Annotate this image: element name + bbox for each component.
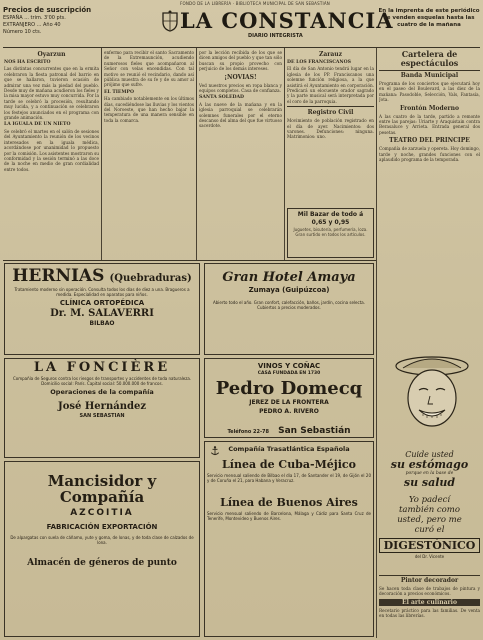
cartelera-title: Cartelera de espectáculos: [379, 50, 480, 71]
digestonico-line6: también como: [399, 505, 460, 515]
cartelera-body: A las cuatro de la tarde, partido a remonte entre las parejas: Uriarte y Araquistain contra Berasaluce y Arrieta. Entrada general dos pesetas.: [379, 113, 480, 135]
trasatlantica-line1: Línea de Cuba-Méjico: [222, 457, 356, 471]
notice-heading: Pintor decorador: [379, 575, 480, 584]
hernias-clinic: CLÍNICA ORTOPÉDICA: [59, 299, 145, 307]
column-divider: [101, 48, 102, 260]
article-heading: Zarauz: [318, 51, 343, 58]
notice-line: cuatro de la mañana: [397, 22, 461, 28]
coat-of-arms-icon: [160, 10, 180, 32]
domecq-phone: Teléfono 22-78: [227, 428, 270, 435]
hotel-amaya-ad: [204, 263, 374, 355]
registro-body: Movimiento de población registrado en el día de ayer. Nacimientos: dos varones. Defunciones: ninguna. Matrimonios: uno.: [287, 118, 374, 140]
trasatlantica-body2: Servicio mensual saliendo de Barcelona, Málaga y Cádiz para Santa Cruz de Tenerife, Montevideo y Buenos Aires.: [207, 510, 371, 521]
domecq-heading: VINOS Y COÑAC: [257, 362, 321, 370]
article-subheading: NOS HA ESCRITO: [4, 60, 51, 65]
domecq-agent: PEDRO A. RIVERO: [259, 407, 319, 415]
hernias-paren: (Quebraduras): [109, 273, 192, 284]
masthead: [160, 8, 394, 40]
cartelera-section: Frontón Moderno: [399, 104, 460, 112]
article-oyarzun: [4, 50, 99, 260]
digestonico-line4: su salud: [403, 476, 456, 489]
notice-body: Se hacen toda clase de trabajos de pintura y decoración a precios económicos.: [379, 586, 480, 597]
article-heading: Oyarzun: [37, 51, 66, 58]
article-column-2: [104, 50, 194, 260]
mancisidor-sub: FABRICACIÓN EXPORTACIÓN: [46, 523, 158, 531]
article-body: A las nueve de la mañana y en la iglesia parroquial se celebrarán solemnes funerales por el eterno descanso del alma del que fue virtuoso sacerdote.: [199, 101, 282, 129]
article-subheading: LA IGUALA DE UN NIETO: [4, 122, 71, 128]
article-body: Las distintas concurrentes que en la ermita celebraron la fiesta patronal del barrio en que se hallaron, tuvieron ocasión de admirar una vez más la piedad del pueblo. Desde muy de mañana acudieron los fieles y la misa mayor estuvo muy concurrida. Por la tarde se celebró la procesión, resultando muy lucida, y a continuación se celebraron los festejos anunciados en el programa con grande animación.: [4, 66, 99, 121]
hernias-title: HERNIAS: [12, 266, 105, 286]
notice-line: En la imprenta de este periódico: [378, 8, 480, 14]
notice-heading: El arte culinario: [379, 599, 480, 606]
hernias-doctor: Dr. M. SALAVERRI: [50, 308, 154, 319]
column-divider: [196, 48, 197, 260]
cartelera-section: TEATRO DEL PRINCIPE: [389, 137, 470, 145]
cartelera-espectaculos: [379, 50, 480, 350]
fonciere-ad: [4, 358, 200, 458]
mancisidor-footer: Almacén de géneros de punto: [27, 558, 177, 568]
subscription-line: ESPAÑA ... trim. 3'00 pts.: [3, 15, 66, 21]
article-subheading: EL TIEMPO: [104, 89, 134, 95]
trasatlantica-ad: [204, 441, 374, 637]
column-divider: [284, 48, 285, 260]
domecq-city2: San Sebastián: [278, 425, 351, 436]
article-body: Ha cambiado notablemente en los últimos días, sucediéndose las lluvias y los vientos del Noroeste, que han hecho bajar la temperatura de una manera sensible en toda la comarca.: [104, 96, 194, 123]
hernias-body: Tratamiento moderno sin operación. Consulta todos los días de diez a una. Bragueros a medida. Especialidad en aparatos para niños.: [14, 287, 190, 297]
printing-notice: [378, 8, 480, 36]
notice-body: Ved nuestros precios en ropa blanca y equipos completos. Casa de confianza.: [199, 82, 282, 94]
domecq-ad: [204, 358, 374, 438]
notice-body: Recetario práctico para las familias. De venta en todas las librerías.: [379, 607, 480, 619]
digestonico-line2: su estómago: [390, 458, 469, 471]
subscription-line: EXTRANJERO ... Año 40: [3, 22, 61, 28]
domecq-city: JEREZ DE LA FRONTERA: [249, 398, 329, 406]
hotel-body: Abierto todo el año. Gran confort, calefacción, baños, jardín, cocina selecta. Cubiertos a precios moderados.: [212, 300, 365, 310]
cartelera-section: Banda Municipal: [400, 72, 459, 79]
right-bottom-notices: [379, 574, 480, 638]
library-credit: FONDO DE LA LIBRERÍA · BIBLIOTECA MUNICIPAL DE SAN SEBASTIÁN: [180, 1, 330, 6]
domecq-founded: CASA FUNDADA EN 1730: [257, 371, 321, 376]
article-subheading: SANTA SOLEDAD: [199, 95, 244, 101]
digestonico-line8: curó el: [414, 525, 445, 535]
anchor-icon: [210, 446, 220, 456]
domecq-brand: Pedro Domecq: [215, 377, 363, 399]
article-body: El día de San Antonio tendrá lugar en la iglesia de los PP. Franciscanos una solemne función religiosa, a la que asistirá el Ayuntamiento en corporación. Predicará un elocuente orador sagrado y la parte musical será interpretada por el coro de la parroquia.: [287, 66, 374, 104]
bazar-title: Mil Bazar de todo á 0,65 y 0,95: [297, 211, 364, 226]
smiling-man-illustration: [391, 354, 473, 432]
subscription-prices: [3, 6, 128, 48]
mancisidor-city: AZCOITIA: [70, 508, 134, 518]
hotel-subtitle: Zumaya (Guipúzcoa): [248, 286, 330, 294]
subscription-line: Número 10 cts.: [3, 29, 42, 35]
hernias-ad: [4, 263, 200, 355]
fonciere-body: Compañía de Seguros contra los riesgos de transportes y accidentes de toda naturaleza. Domicilio social: París. Capital social: 50.000.000 de francos.: [12, 376, 192, 386]
trasatlantica-line2: Línea de Buenos Aires: [220, 495, 358, 509]
article-body: Se celebró el martes en el salón de sesiones del Ayuntamiento la reunión de los vecinos interesados en la iguala médica, acordándose por unanimidad lo propuesto por la comisión. Los asistentes mostraron su conformidad y la sesión terminó a las doce de la noche en medio de gran cordialidad entre todos.: [4, 128, 99, 172]
digestonico-line5: Yo padecí: [408, 495, 451, 505]
article-body: por la lección recibida de los que se dicen amigos del pueblo y que tan sólo buscan su propio provecho con perjuicio de los demás intereses.: [199, 50, 282, 72]
bazar-body: Juguetes, bisutería, perfumería, loza. Gran surtido en todos los artículos.: [293, 227, 368, 237]
digestonico-line1: Cuide usted: [405, 450, 454, 459]
digestonico-brand: DIGESTÓNICO: [379, 538, 480, 553]
notice-line: se venden esquelas hasta las: [383, 15, 475, 21]
hotel-title: Gran Hotel Amaya: [222, 270, 356, 285]
fonciere-agent: José Hernández: [57, 400, 146, 412]
digestonico-line7: usted, pero me: [397, 515, 462, 525]
mancisidor-title: Mancisidor y Compañía: [47, 472, 157, 506]
subscription-title: Precios de suscripción: [3, 6, 92, 14]
article-subheading: DE LOS FRANCISCANOS: [287, 60, 351, 65]
digestonico-brand-sub: del Dr. Vicente: [414, 554, 445, 559]
ads-divider: [3, 260, 376, 261]
cartelera-body: Compañía de zarzuela y opereta. Hoy domingo, tarde y noche, grandes funciones con el aplaudido programa de la temporada.: [379, 146, 480, 163]
registro-heading: Registro Civil: [287, 106, 374, 116]
digestonico-line3: porque en la base de: [405, 471, 454, 476]
fonciere-title: LA FONCIÈRE: [33, 360, 171, 375]
article-column-3: [199, 50, 282, 260]
cartelera-body: Programa de los conciertos que ejecutará hoy en el paseo del Boulevard, a las diez de la mañana: Pasodoble, Selección, Vals, Fantasía, Jota.: [379, 81, 480, 103]
bazar-ad: [287, 208, 374, 258]
article-zarauz: [287, 50, 374, 205]
newspaper-title: LA CONSTANCIA: [180, 8, 394, 33]
header-divider: [3, 47, 480, 48]
mancisidor-body: De alpargatas con suela de cáñamo, yute y goma, de lonas, y de toda clase de calzados de lona.: [10, 535, 194, 545]
hernias-city: BILBAO: [89, 320, 115, 327]
notice-heading: ¡NOVIAS!: [224, 73, 257, 81]
newspaper-subtitle: DIARIO INTEGRISTA: [248, 33, 303, 39]
trasatlantica-title: Compañía Trasatlántica Española: [228, 445, 350, 453]
mancisidor-ad: [4, 461, 200, 637]
column-divider: [376, 48, 377, 638]
trasatlantica-body1: Servicio mensual saliendo de Bilbao el día 17, de Santander el 19, de Gijón el 20 y de Coruña el 21, para Habana y Veracruz.: [207, 472, 371, 483]
article-body: enfermo para recibir el santo Sacramento de la Extremaunción, acudiendo numerosos fieles que acompañaron al Señor con velas encendidas. Con tal motivo se reunió el vecindario, dando así pública muestra de su fe y de su amor al prójimo que sufre.: [104, 50, 194, 88]
fonciere-agent-city: SAN SEBASTIAN: [79, 412, 125, 419]
fonciere-operations: Operaciones de la compañía: [50, 388, 154, 396]
